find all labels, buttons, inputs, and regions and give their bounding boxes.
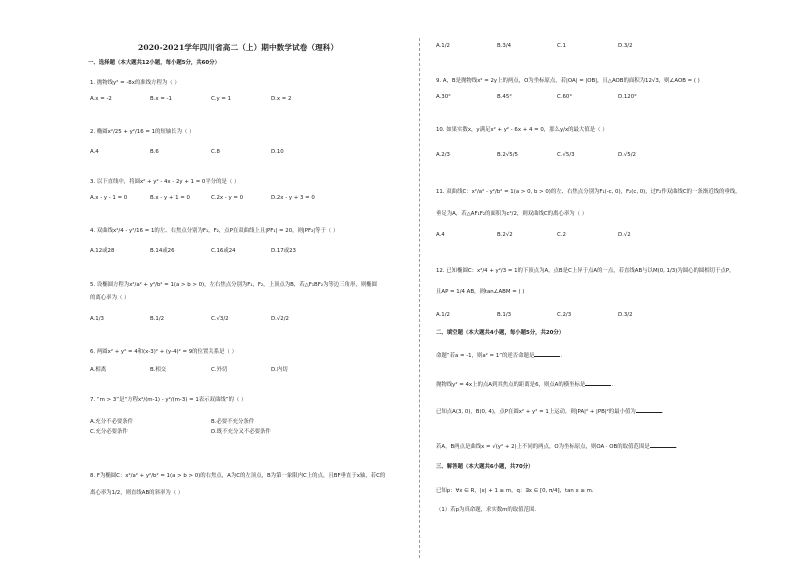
q9-option-c: C.60°: [557, 94, 573, 100]
question-6: 6. 两圆x² + y² = 4和(x-3)² + (y-4)² = 9的位置关系是（ ）: [90, 349, 237, 355]
question-12-line-2: 且AP = 1/4 AB，则tan∠ABM = ( ): [436, 289, 525, 295]
q2-option-a: A.4: [90, 149, 99, 155]
q3-option-d: D.2x - y + 3 = 0: [271, 195, 315, 201]
q3-option-a: A.x - y - 1 = 0: [90, 195, 128, 201]
question-17-part-1: （1）若p为真命题，求实数m的取值范围.: [436, 507, 537, 513]
q9-option-b: B.45°: [497, 94, 512, 100]
q9-option-d: D.120°: [618, 94, 637, 100]
q10-option-a: A.2/3: [436, 152, 450, 158]
left-column: [88, 0, 413, 562]
exam-title: 2020-2021学年四川省高二（上）期中数学试卷（理科）: [138, 43, 339, 52]
q7-option-b: B.必要不充分条件: [211, 419, 255, 425]
q10-option-c: C.√5/3: [557, 152, 575, 158]
section-fill-heading: 二、填空题（本大题共4小题，每小题5分，共20分）: [436, 330, 565, 336]
q1-option-b: B.x = -1: [150, 96, 172, 102]
question-9: 9. A，B是抛物线x² = 2y上的两点，O为坐标原点，若|OA| = |OB|，且△AOB的面积为12√3，则∠AOB = ( ): [436, 78, 700, 84]
column-divider: [419, 38, 420, 558]
question-7: 7. “m > 3”是“方程x²/(m-1) - y²/(m-3) = 1表示双曲线”的（ ）: [90, 397, 247, 403]
q4-option-c: C.16或24: [211, 248, 236, 254]
q7-option-a: A.充分不必要条件: [90, 419, 134, 425]
question-17: 已知p：∀x ∈ R，|x| + 1 ≥ m，q：∃x ∈ [0, π/4]，tan x ≥ m.: [436, 488, 594, 494]
question-3: 3. 以下直线中，将圆x² + y² - 4x - 2y + 1 = 0平分的是（ ）: [90, 179, 240, 185]
q8-option-c: C.1: [557, 43, 566, 49]
q5-option-c: C.√3/2: [211, 316, 229, 322]
fill-question-13: 命题“若a = -1，则a² = 1”的逆否命题是 .: [436, 353, 563, 359]
fill-question-15: 已知点A(3, 0)，B(0, 4)，点P在圆x² + y² = 1上运动，则|PA|² + |PB|²的最小值为 .: [436, 409, 664, 415]
q5-option-b: B.1/2: [150, 316, 165, 322]
q5-option-a: A.1/3: [90, 316, 104, 322]
question-5-line-2: 的离心率为（ ）: [90, 295, 130, 301]
q1-option-d: D.x = 2: [271, 96, 292, 102]
q1-option-a: A.x = -2: [90, 96, 112, 102]
q7-option-c: C.充分必要条件: [90, 429, 128, 435]
q6-option-b: B.相交: [150, 367, 167, 373]
q6-option-d: D.内切: [271, 367, 288, 373]
q10-option-b: B.2√5/5: [497, 152, 518, 158]
question-2: 2. 椭圆x²/25 + y²/16 = 1的短轴长为（ ）: [90, 129, 195, 135]
section-choice-heading: 一、选择题（本大题共12小题，每小题5分，共60分）: [88, 60, 220, 66]
q11-option-d: D.√2: [618, 232, 631, 238]
section-answer-heading: 三、解答题（本大题共6小题，共70分）: [436, 464, 534, 470]
fill-question-14: 抛物线y² = 4x上的点A到其焦点的距离是6，则点A的横坐标是 .: [436, 382, 614, 388]
q12-option-d: D.3/2: [618, 312, 633, 318]
q12-option-a: A.1/2: [436, 312, 450, 318]
q3-option-b: B.x - y + 1 = 0: [150, 195, 190, 201]
q11-option-b: B.2√2: [497, 232, 513, 238]
q4-option-a: A.12或28: [90, 248, 115, 254]
q12-option-b: B.1/3: [497, 312, 512, 318]
q12-option-c: C.2/3: [557, 312, 572, 318]
q11-option-c: C.2: [557, 232, 566, 238]
q8-option-b: B.3/4: [497, 43, 512, 49]
question-12-line-1: 12. 已知椭圆C：x²/4 + y²/3 = 1的下顶点为A，点B是C上异于点A的一点，若直线AB与以M(0, 1/3)为圆心的圆相切于点P，: [436, 268, 735, 274]
q4-option-b: B.14或26: [150, 248, 175, 254]
q3-option-c: C.2x - y = 0: [211, 195, 244, 201]
question-8-line-2: 离心率为1/2，则直线AB的斜率为（ ）: [90, 490, 184, 496]
question-10: 10. 如果实数x，y满足x² + y² - 6x + 4 = 0，那么y/x的最大值是（ ）: [436, 127, 608, 133]
question-5-line-1: 5. 设椭圆方程为x²/a² + y²/b² = 1(a > b > 0)，左右焦点分别为F₁，F₂，上顶点为B，若△F₁BF₂为等边三角形，则椭圆: [90, 282, 377, 288]
q6-option-c: C.外切: [211, 367, 228, 373]
question-1: 1. 抛物线y² = -8x的准线方程为（ ）: [90, 80, 180, 86]
question-4: 4. 双曲线x²/4 - y²/16 = 1的左、右焦点分别为F₁，F₂，点P在双曲线上且|PF₁| = 20，则|PF₂|等于（ ）: [90, 228, 339, 234]
q8-option-a: A.1/2: [436, 43, 450, 49]
q6-option-a: A.相离: [90, 367, 107, 373]
q4-option-d: D.17或23: [271, 248, 296, 254]
q11-option-a: A.4: [436, 232, 445, 238]
q9-option-a: A.30°: [436, 94, 451, 100]
question-11-line-1: 11. 双曲线C：x²/a² - y²/b² = 1(a > 0, b > 0)的左、右焦点分别为F₁(-c, 0)，F₂(c, 0)，过F₂作双曲线C的一条渐近线的垂线，: [436, 189, 741, 195]
question-11-line-2: 垂足为A，若△AF₁F₂的面积为c²/2，则双曲线C的离心率为（ ）: [436, 211, 588, 217]
fill-question-16: 若A，B两点是曲线x = √(y² + 2)上不同的两点，O为坐标原点，则OA · OB的取值范围是 .: [436, 444, 678, 450]
q2-option-b: B.6: [150, 149, 159, 155]
q7-option-d: D.既不充分又不必要条件: [211, 429, 271, 435]
right-column: [436, 0, 756, 562]
q5-option-d: D.√2/2: [271, 316, 289, 322]
q1-option-c: C.y = 1: [211, 96, 232, 102]
q8-option-d: D.3/2: [618, 43, 633, 49]
q2-option-c: C.8: [211, 149, 220, 155]
question-8-line-1: 8. F为椭圆C：x²/a² + y²/b² = 1(a > b > 0)的右焦点，A为C的左顶点，B为第一象限内C上的点，且BF垂直于x轴，若C的: [90, 473, 386, 479]
q10-option-d: D.√5/2: [618, 152, 636, 158]
q2-option-d: D.10: [271, 149, 284, 155]
